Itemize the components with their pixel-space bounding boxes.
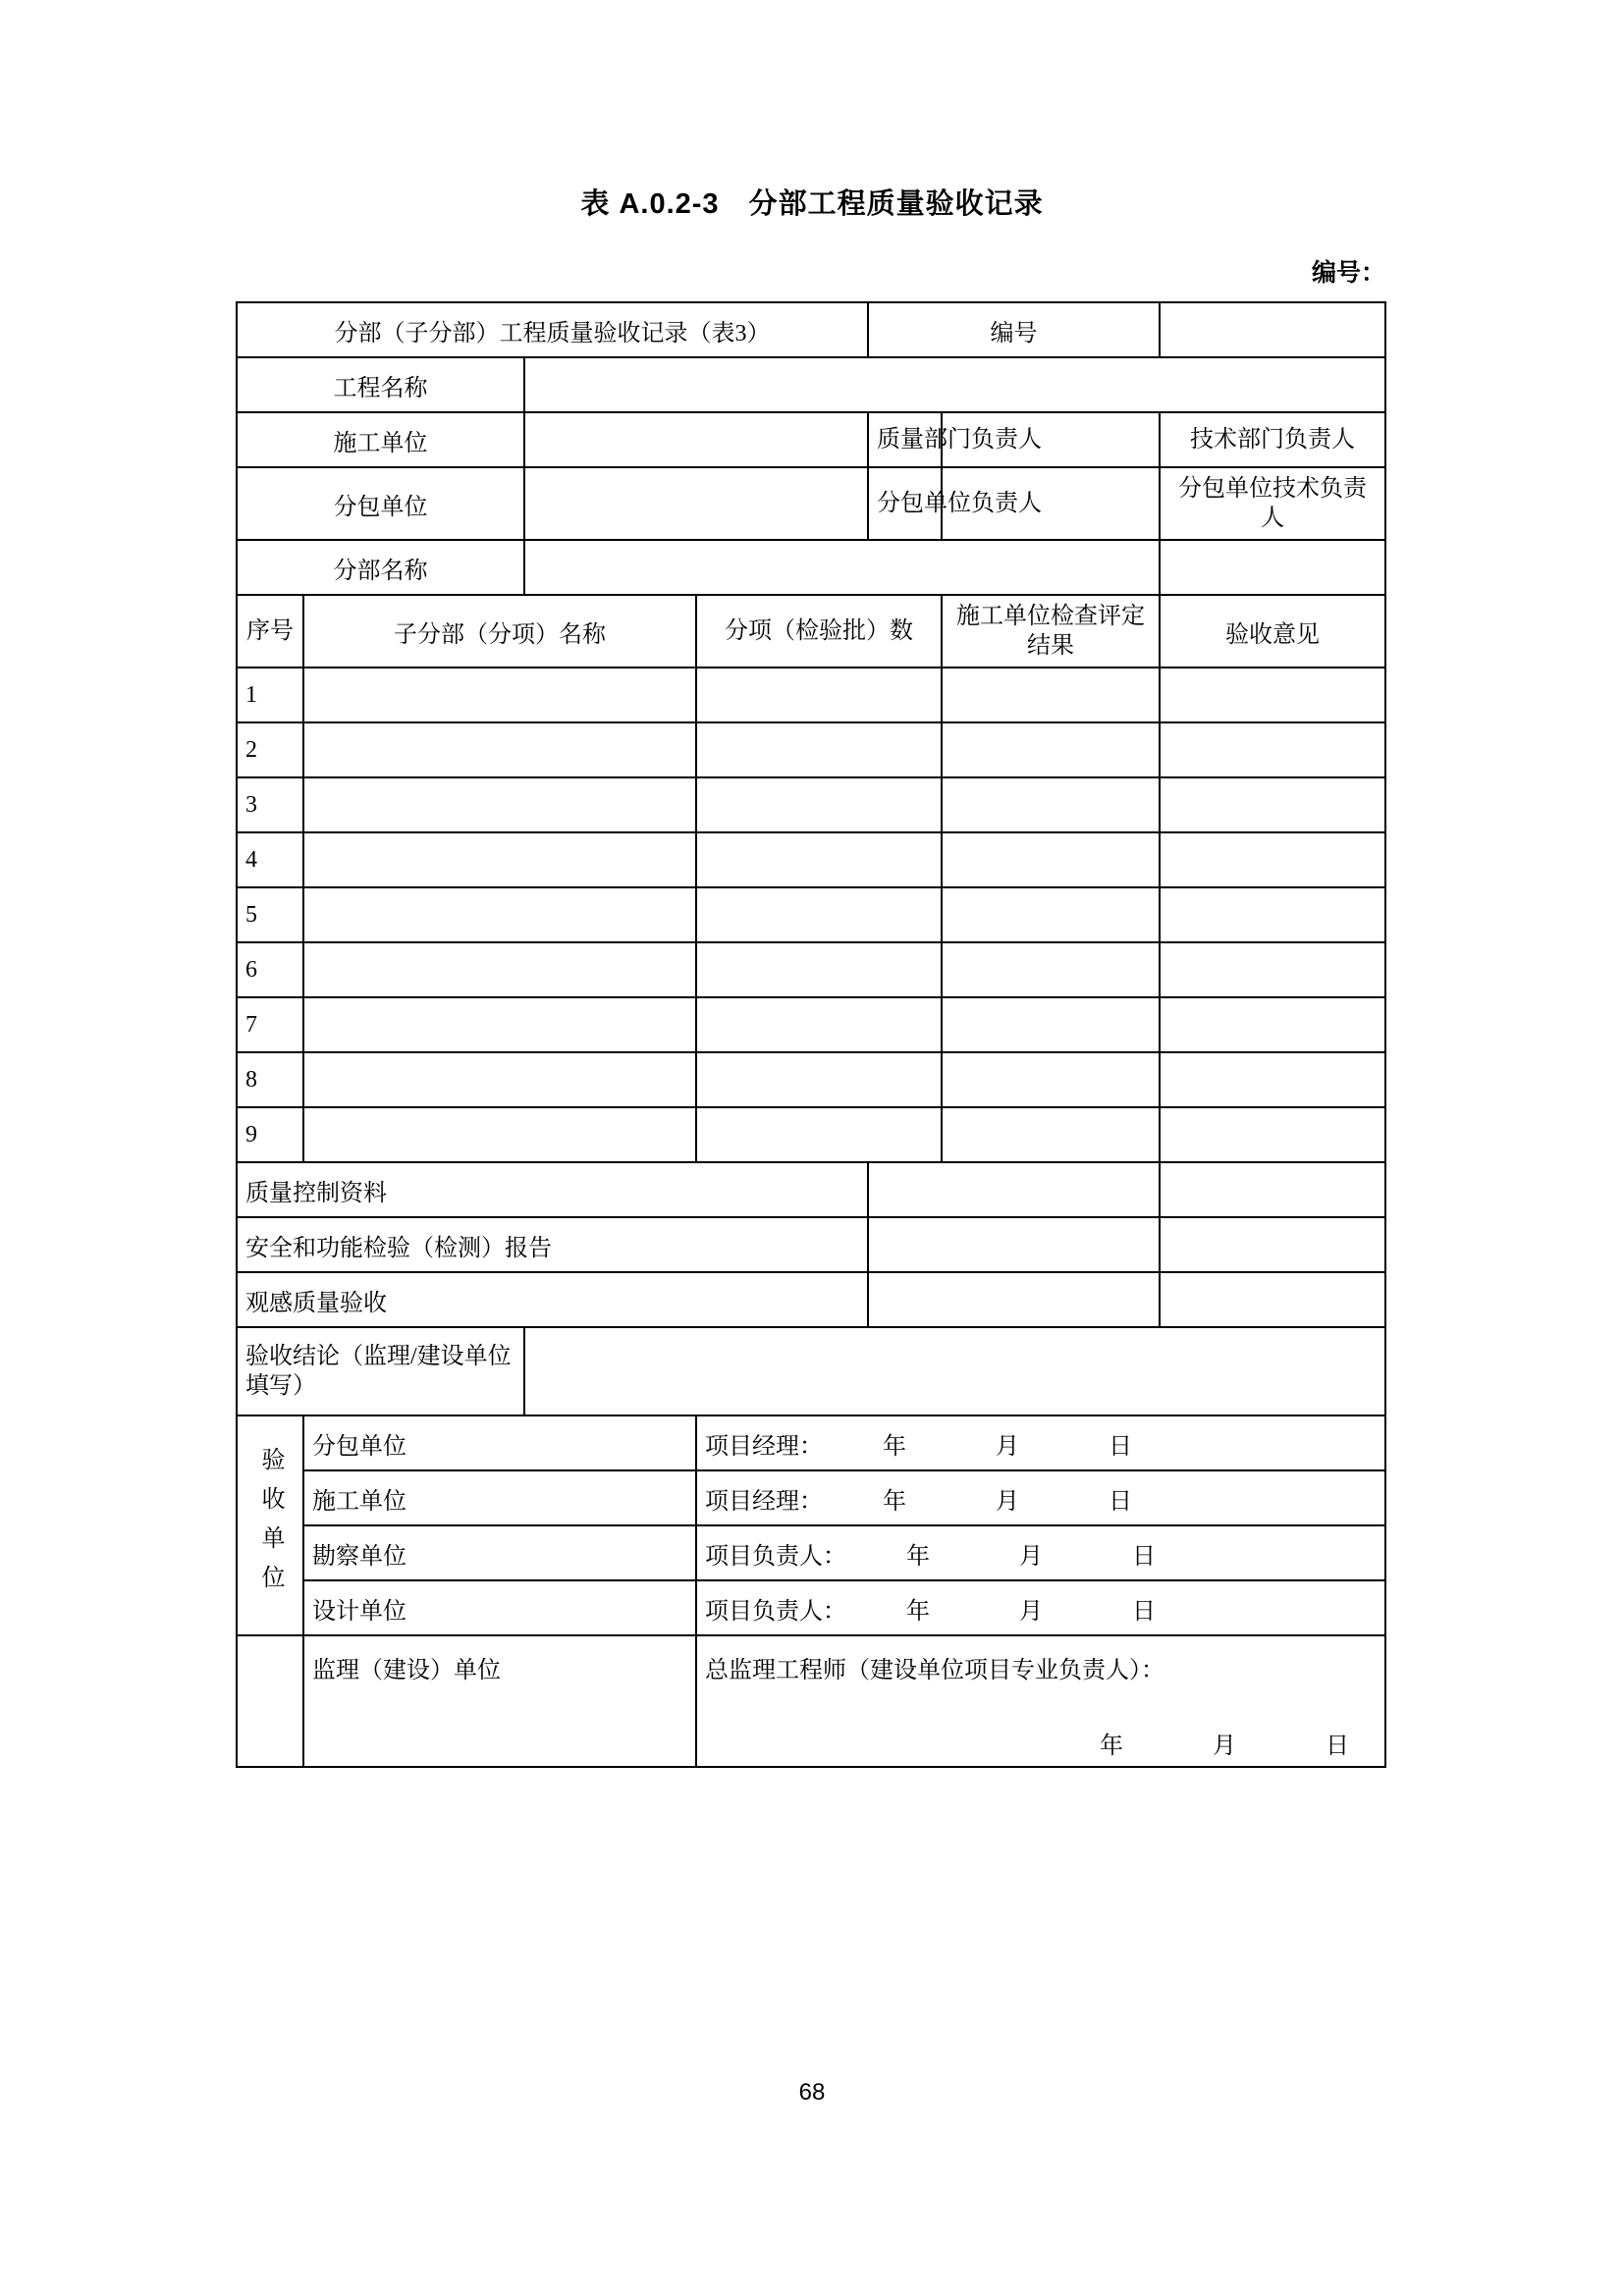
- item-sub-division[interactable]: [303, 997, 696, 1052]
- item-sub-division[interactable]: [303, 777, 696, 832]
- item-seq: 9: [237, 1107, 303, 1162]
- quality-dept-label: 质量部门负责人: [868, 412, 942, 467]
- acceptance-form: [236, 301, 1384, 1768]
- date-year: 年: [1100, 1734, 1123, 1759]
- construction-unit-value[interactable]: [524, 412, 868, 467]
- items-header-row: [237, 595, 1385, 667]
- item-sub-division[interactable]: [303, 832, 696, 887]
- acceptance-unit-role: 项目负责人：: [705, 1598, 846, 1625]
- item-count[interactable]: [696, 997, 942, 1052]
- acceptance-unit-row: [237, 1470, 1385, 1525]
- item-self-check[interactable]: [942, 1052, 1160, 1107]
- acceptance-unit-row: [237, 1580, 1385, 1635]
- form-header-row: [237, 302, 1385, 357]
- division-name-label: 分部名称: [237, 540, 524, 595]
- item-sub-division[interactable]: [303, 1052, 696, 1107]
- table-row: [237, 942, 1385, 997]
- item-self-check[interactable]: [942, 1107, 1160, 1162]
- item-count[interactable]: [696, 722, 942, 777]
- form-table: [236, 301, 1386, 1768]
- summary-value-a[interactable]: [868, 1162, 1160, 1217]
- supervisor-side-spacer: [237, 1635, 303, 1767]
- acceptance-unit-signature[interactable]: [696, 1470, 1385, 1525]
- item-sub-division[interactable]: [303, 722, 696, 777]
- item-seq: 3: [237, 777, 303, 832]
- item-sub-division[interactable]: [303, 942, 696, 997]
- table-row: [237, 1052, 1385, 1107]
- summary-value-b[interactable]: [1160, 1272, 1385, 1327]
- sub-unit-head-label: 分包单位负责人: [868, 467, 942, 540]
- item-self-check[interactable]: [942, 942, 1160, 997]
- date-year: 年: [883, 1488, 906, 1515]
- acceptance-unit-role: 项目经理：: [705, 1488, 823, 1515]
- date-month: 月: [1019, 1598, 1043, 1625]
- table-row: [237, 1107, 1385, 1162]
- col-header-sub-division: 子分部（分项）名称: [303, 595, 696, 667]
- date-month: 月: [1019, 1543, 1043, 1570]
- item-count[interactable]: [696, 832, 942, 887]
- item-seq: 1: [237, 667, 303, 722]
- col-header-item-count: 分项（检验批）数: [696, 595, 942, 667]
- item-seq: 7: [237, 997, 303, 1052]
- item-self-check[interactable]: [942, 887, 1160, 942]
- page-title: 表 A.0.2-3 分部工程质量验收记录: [580, 188, 1044, 220]
- table-row: [237, 997, 1385, 1052]
- number-label: 编号：: [1311, 259, 1385, 287]
- item-opinion[interactable]: [1160, 1107, 1385, 1162]
- item-sub-division[interactable]: [303, 667, 696, 722]
- acceptance-units-side-text: 验收单位: [257, 1447, 283, 1604]
- item-count[interactable]: [696, 777, 942, 832]
- item-seq: 5: [237, 887, 303, 942]
- date-day: 日: [1109, 1433, 1132, 1460]
- item-opinion[interactable]: [1160, 942, 1385, 997]
- sub-unit-label: 分包单位: [237, 467, 524, 540]
- item-self-check[interactable]: [942, 777, 1160, 832]
- item-sub-division[interactable]: [303, 1107, 696, 1162]
- sub-unit-tech-label: 分包单位技术负责人: [1160, 467, 1385, 540]
- summary-value-a[interactable]: [868, 1272, 1160, 1327]
- date-day: 日: [1132, 1543, 1156, 1570]
- supervisor-unit-name: 监理（建设）单位: [303, 1635, 696, 1767]
- acceptance-unit-signature[interactable]: [696, 1415, 1385, 1470]
- item-count[interactable]: [696, 887, 942, 942]
- acceptance-units-side-label: [237, 1415, 303, 1635]
- summary-label: 安全和功能检验（检测）报告: [237, 1217, 868, 1272]
- table-row: [237, 722, 1385, 777]
- date-year: 年: [883, 1433, 906, 1460]
- acceptance-unit-role: 项目经理：: [705, 1433, 823, 1460]
- item-opinion[interactable]: [1160, 832, 1385, 887]
- date-year: 年: [906, 1598, 930, 1625]
- form-header-title: 分部（子分部）工程质量验收记录（表3）: [237, 302, 868, 357]
- date-month: 月: [996, 1433, 1019, 1460]
- form-header-number-label: 编号: [868, 302, 1160, 357]
- date-day: 日: [1109, 1488, 1132, 1515]
- summary-label: 观感质量验收: [237, 1272, 868, 1327]
- summary-row: [237, 1217, 1385, 1272]
- table-row: [237, 832, 1385, 887]
- sub-unit-value[interactable]: [524, 467, 868, 540]
- summary-row: [237, 1272, 1385, 1327]
- item-opinion[interactable]: [1160, 777, 1385, 832]
- table-row: [237, 667, 1385, 722]
- construction-unit-row: [237, 412, 1385, 467]
- summary-row: [237, 1162, 1385, 1217]
- item-opinion[interactable]: [1160, 997, 1385, 1052]
- date-day: 日: [1326, 1734, 1349, 1759]
- item-count[interactable]: [696, 1107, 942, 1162]
- item-seq: 8: [237, 1052, 303, 1107]
- division-name-value[interactable]: [524, 540, 1160, 595]
- col-header-self-check: 施工单位检查评定结果: [942, 595, 1160, 667]
- acceptance-unit-row: [237, 1525, 1385, 1580]
- page-number: 68: [798, 2079, 826, 2106]
- project-name-row: [237, 357, 1385, 412]
- item-opinion[interactable]: [1160, 667, 1385, 722]
- date-year: 年: [906, 1543, 930, 1570]
- summary-label: 质量控制资料: [237, 1162, 868, 1217]
- item-count[interactable]: [696, 1052, 942, 1107]
- division-name-extra[interactable]: [1160, 540, 1385, 595]
- col-header-acceptance-opinion: 验收意见: [1160, 595, 1385, 667]
- form-header-number-value[interactable]: [1160, 302, 1385, 357]
- project-name-value[interactable]: [524, 357, 1385, 412]
- project-name-label: 工程名称: [237, 357, 524, 412]
- acceptance-unit-signature[interactable]: [696, 1580, 1385, 1635]
- conclusion-label: 验收结论（监理/建设单位填写）: [237, 1327, 524, 1415]
- conclusion-value[interactable]: [524, 1327, 1385, 1415]
- item-seq: 2: [237, 722, 303, 777]
- table-row: [237, 887, 1385, 942]
- acceptance-unit-row: [237, 1415, 1385, 1470]
- acceptance-unit-signature[interactable]: [696, 1525, 1385, 1580]
- acceptance-unit-name: 设计单位: [303, 1580, 696, 1635]
- division-name-row: [237, 540, 1385, 595]
- item-count[interactable]: [696, 667, 942, 722]
- item-seq: 4: [237, 832, 303, 887]
- summary-value-b[interactable]: [1160, 1162, 1385, 1217]
- summary-value-b[interactable]: [1160, 1217, 1385, 1272]
- date-month: 月: [996, 1488, 1019, 1515]
- item-opinion[interactable]: [1160, 722, 1385, 777]
- supervisor-signature[interactable]: [696, 1635, 1385, 1767]
- item-self-check[interactable]: [942, 667, 1160, 722]
- supervisor-row: [237, 1635, 1385, 1767]
- supervisor-role: 总监理工程师（建设单位项目专业负责人）：: [705, 1658, 1164, 1683]
- acceptance-unit-role: 项目负责人：: [705, 1543, 846, 1570]
- item-self-check[interactable]: [942, 997, 1160, 1052]
- summary-value-a[interactable]: [868, 1217, 1160, 1272]
- acceptance-unit-name: 分包单位: [303, 1415, 696, 1470]
- sub-unit-row: [237, 467, 1385, 540]
- tech-dept-label: 技术部门负责人: [1160, 412, 1385, 467]
- construction-unit-label: 施工单位: [237, 412, 524, 467]
- item-sub-division[interactable]: [303, 887, 696, 942]
- item-count[interactable]: [696, 942, 942, 997]
- date-day: 日: [1132, 1598, 1156, 1625]
- item-self-check[interactable]: [942, 832, 1160, 887]
- item-self-check[interactable]: [942, 722, 1160, 777]
- conclusion-row: [237, 1327, 1385, 1415]
- table-row: [237, 777, 1385, 832]
- acceptance-unit-name: 施工单位: [303, 1470, 696, 1525]
- acceptance-unit-name: 勘察单位: [303, 1525, 696, 1580]
- item-seq: 6: [237, 942, 303, 997]
- item-opinion[interactable]: [1160, 887, 1385, 942]
- col-header-seq: 序号: [237, 595, 303, 667]
- date-month: 月: [1213, 1734, 1236, 1759]
- item-opinion[interactable]: [1160, 1052, 1385, 1107]
